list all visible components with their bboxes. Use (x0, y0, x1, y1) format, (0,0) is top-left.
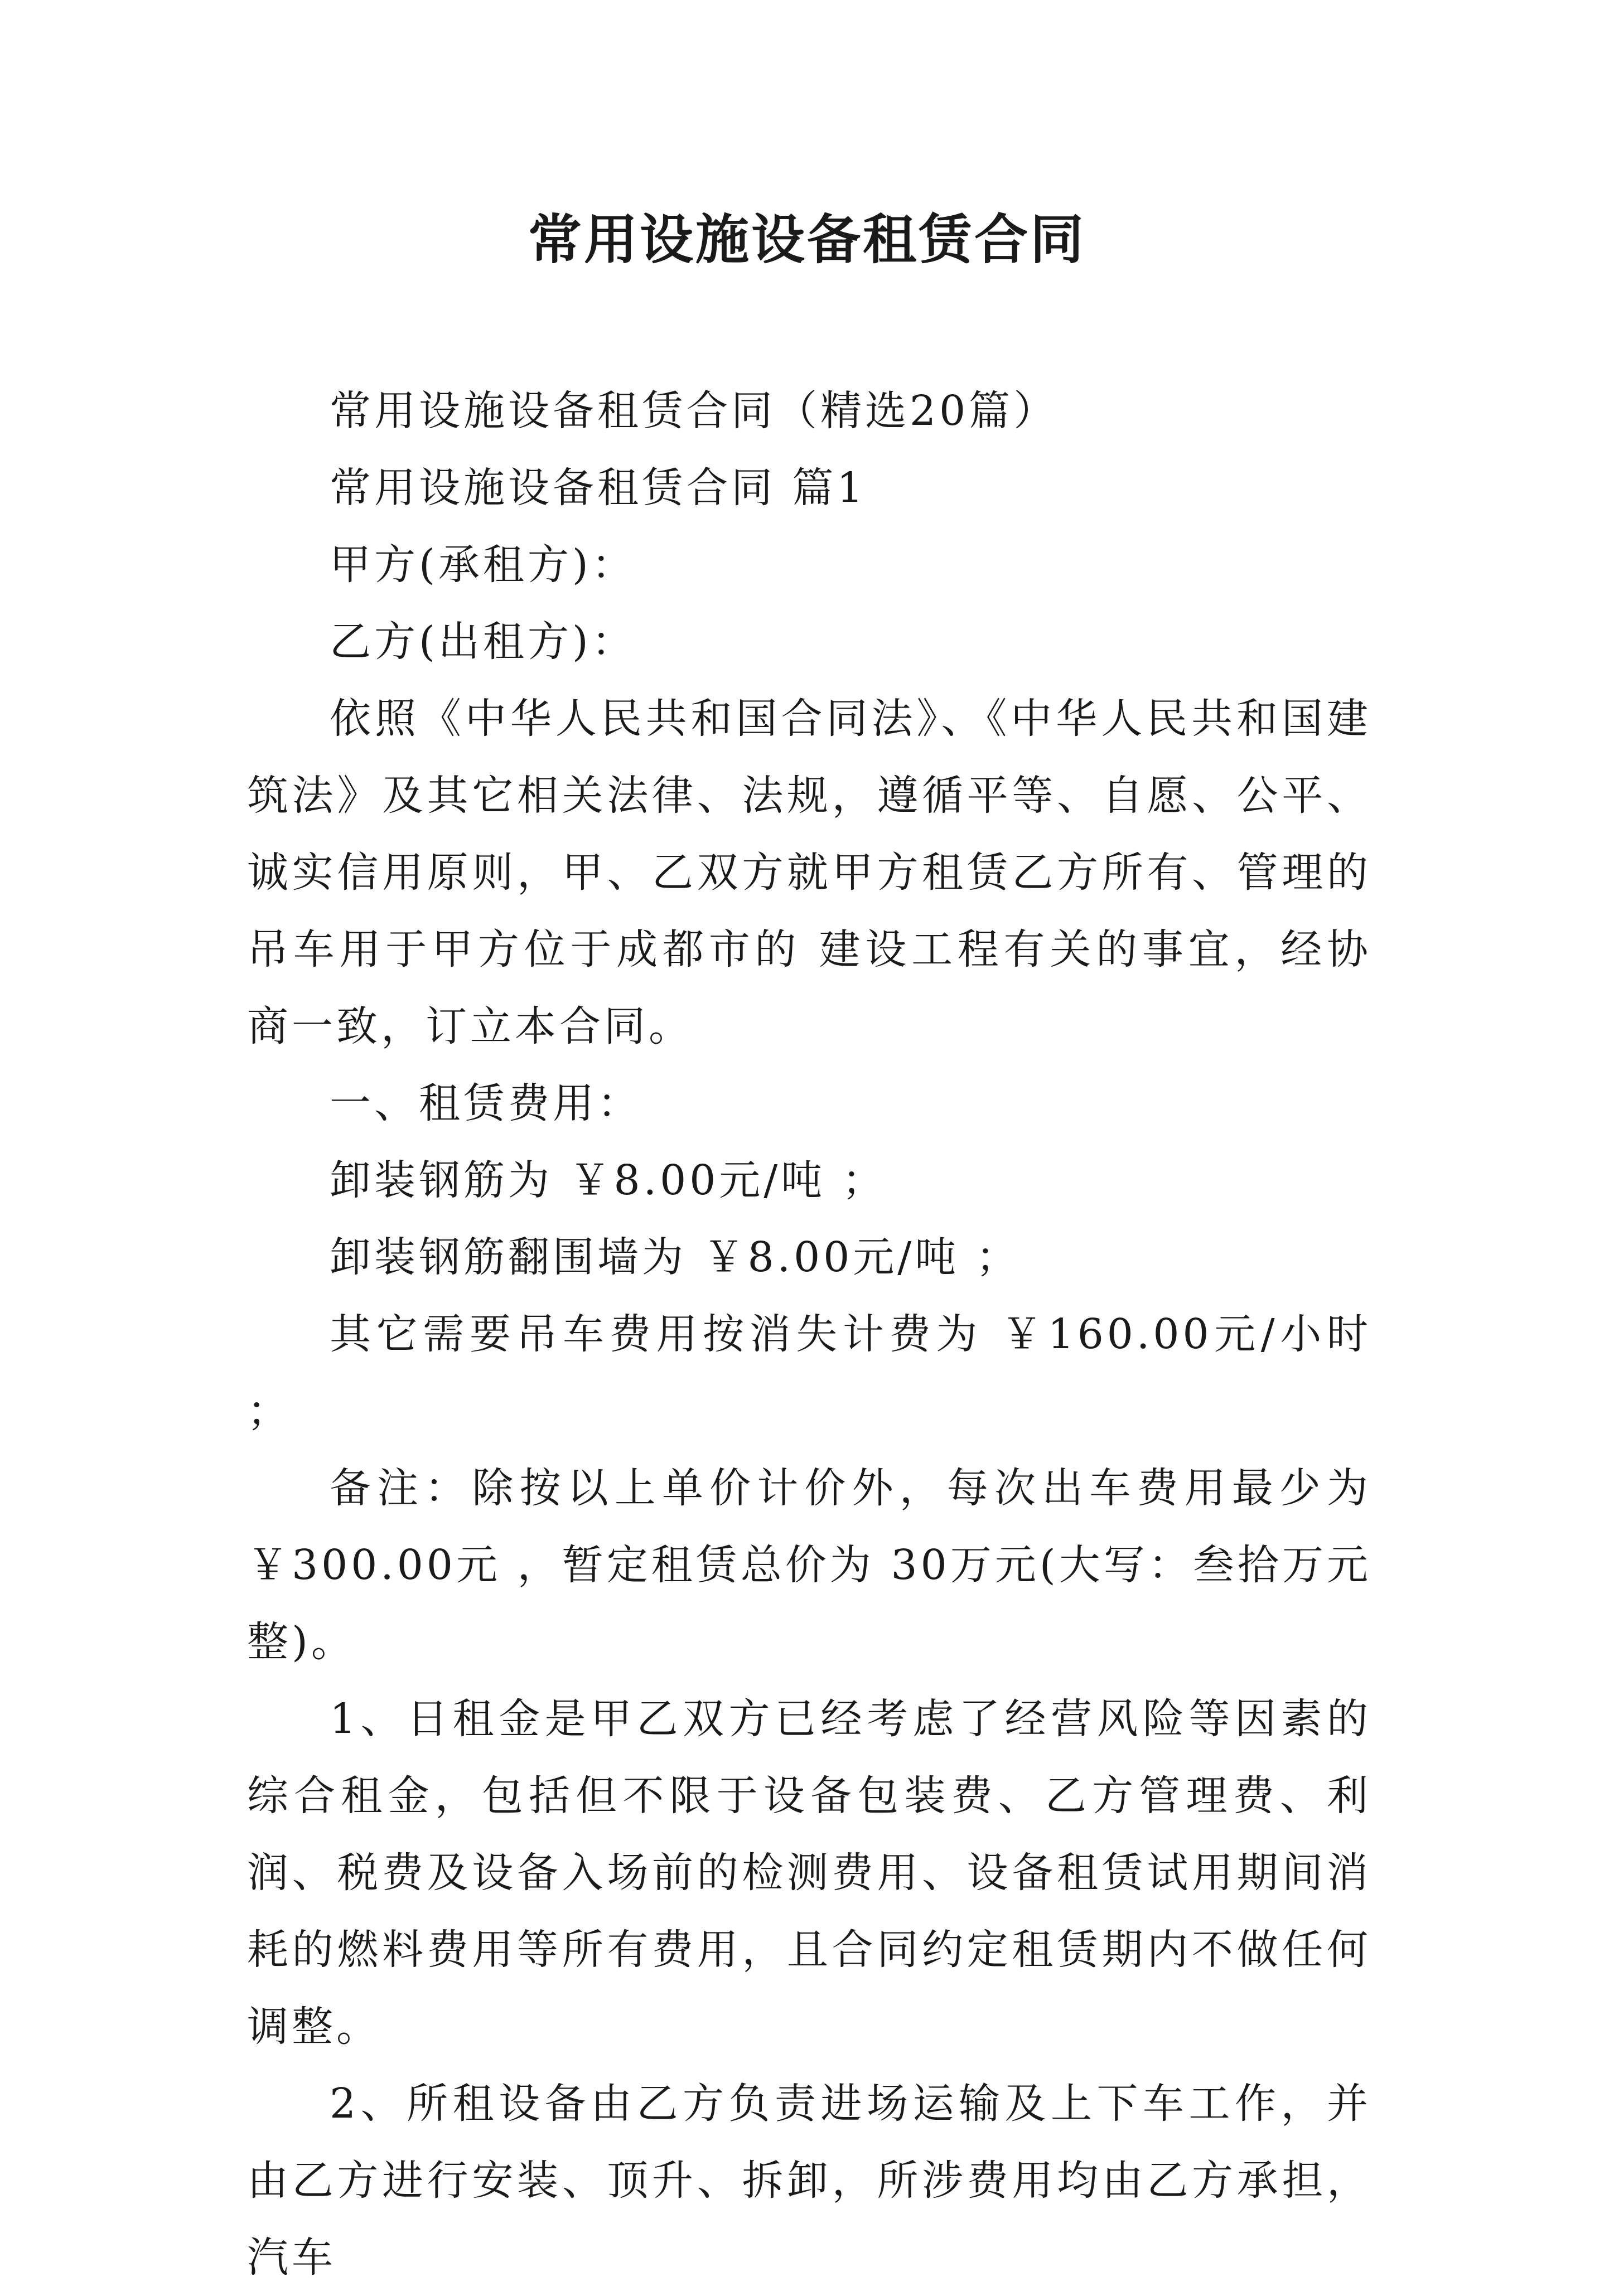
paragraph-fee-hourly: 其它需要吊车费用按消失计费为 ￥160.00元/小时 ； (247, 1310, 1371, 1435)
paragraph-clause-2: 2、所租设备由乙方负责进场运输及上下车工作，并由乙方进行安装、顶升、拆卸，所涉费用均由乙方承担，汽车 (247, 2080, 1371, 2282)
paragraph-party-b: 乙方(出租方)： (330, 618, 636, 666)
paragraph-fee-unloading: 卸装钢筋为 ￥8.00元/吨 ； (330, 1156, 887, 1204)
paragraph-section-rental-fees: 一、租赁费用： (330, 1079, 642, 1127)
paragraph-clause-1: 1、日租金是甲乙双方已经考虑了经营风险等因素的综合租金，包括但不限于设备包装费、乙方管理费、利润、税费及设备入场前的检测费用、设备租赁试用期间消耗的燃料费用等所有费用，且合同约定租赁期内不做任何调整。 (247, 1695, 1371, 2051)
paragraph-preamble: 依照《中华人民共和国合同法》、《中华人民共和国建筑法》及其它相关法律、法规，遵循平等、自愿、公平、诚实信用原则，甲、乙双方就甲方租赁乙方所有、管理的 吊车用于甲方位于成都市的 建设工程有关的事宜，经协商一致，订立本合同。 (247, 695, 1371, 1050)
paragraph-remark: 备注：除按以上单价计价外，每次出车费用最少为￥300.00元 ，暂定租赁总价为 30万元(大写：叁拾万元整)。 (247, 1464, 1371, 1666)
document-body (247, 372, 1371, 2296)
document-title: 常用设施设备租赁合同 (528, 208, 1086, 271)
paragraph-subtitle: 常用设施设备租赁合同（精选20篇） (330, 387, 1059, 435)
paragraph-party-a: 甲方(承租方)： (330, 541, 636, 589)
paragraph-part-heading: 常用设施设备租赁合同 篇1 (330, 464, 867, 512)
paragraph-fee-over-wall: 卸装钢筋翻围墙为 ￥8.00元/吨 ； (330, 1233, 1021, 1281)
